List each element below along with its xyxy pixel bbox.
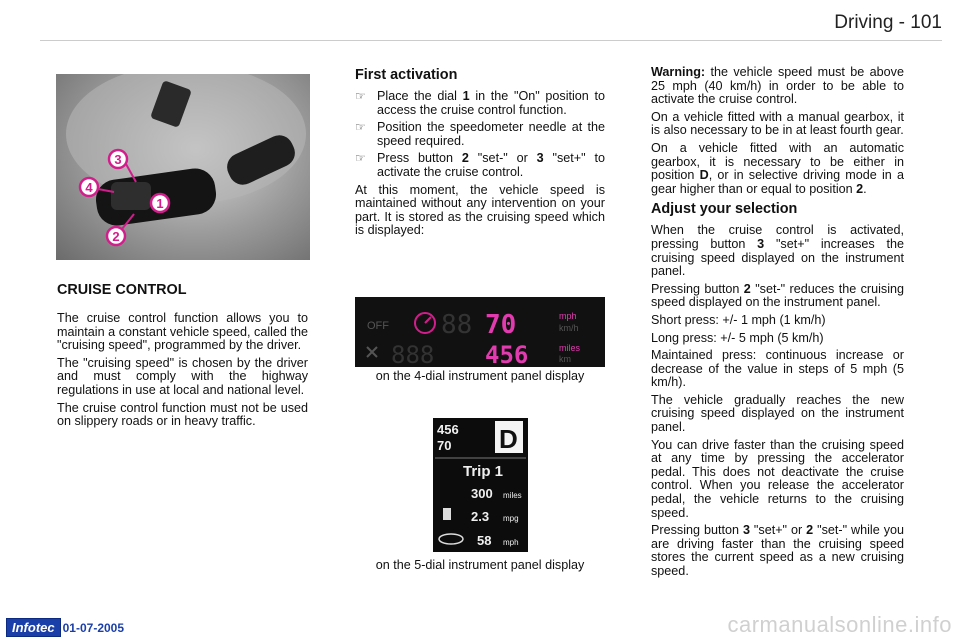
consumption-value: 2.3 <box>471 509 490 524</box>
range-value: 300 <box>471 486 493 501</box>
four-dial-display <box>355 297 605 367</box>
list-item <box>355 121 605 148</box>
paragraph: When the cruise control is activated, pressing button 3 "set+" increases the cruising speed displayed on the instrument panel. <box>651 223 905 279</box>
unit-label: miles <box>559 343 581 353</box>
paragraph: Maintained press: continuous increase or decrease of the value in steps of 5 mph (5 km/h). <box>651 348 904 390</box>
column-2 <box>355 66 605 242</box>
caption-4-dial: on the 4-dial instrument panel display <box>375 369 585 383</box>
five-dial-display <box>433 418 528 552</box>
column-1 <box>57 312 308 433</box>
header-rule <box>40 40 942 41</box>
paragraph: Pressing button 3 "set+" or 2 "set-" while you are driving faster than the cruising speed stores the current speed as a new cruising speed. <box>651 523 905 578</box>
unit-label: km/h <box>559 323 579 333</box>
footer <box>6 618 124 637</box>
svg-text:88: 88 <box>441 310 473 340</box>
paragraph: The cruise control function allows you to maintain a constant vehicle speed, called the "cruising speed", programmed by the driver. <box>57 311 308 353</box>
callout-1-label: 1 <box>156 196 164 211</box>
callout-2-label: 2 <box>112 229 120 244</box>
column-3 <box>651 66 904 583</box>
list-item <box>355 152 605 179</box>
cruise-control-title: CRUISE CONTROL <box>57 282 187 298</box>
adjust-selection-title: Adjust your selection <box>651 201 798 218</box>
speed-value: 58 <box>477 533 492 548</box>
pointing-hand-icon: ☞ <box>355 89 366 103</box>
paragraph: You can drive faster than the cruising speed at any time by pressing the accelerator pedal. This does not deactivate the cruise control. When you release the accelerator pedal, the vehicle returns to the cruising speed. <box>651 437 904 520</box>
svg-text:888: 888 <box>391 341 435 367</box>
footer-date: 01-07-2005 <box>62 620 125 635</box>
display-value: 456 <box>437 422 459 437</box>
odometer-readout: 456 <box>485 341 529 367</box>
paragraph: The cruise control function must not be used on slippery roads or in heavy traffic. <box>57 400 308 429</box>
consumption-unit: mpg <box>503 514 519 523</box>
paragraph: On a vehicle fitted with a manual gearbox, it is also necessary to be in at least fourth gear. <box>651 109 904 138</box>
callout-3-label: 3 <box>114 152 122 167</box>
paragraph: The vehicle gradually reaches the new cruising speed displayed on the instrument panel. <box>651 392 904 435</box>
infotec-logo: Infotec <box>6 618 61 637</box>
car-icon <box>439 534 463 544</box>
cruise-speed-readout: 70 <box>485 310 517 340</box>
bullet-text: Position the speedometer needle at the speed required. <box>377 120 605 148</box>
trip-label: Trip 1 <box>463 463 504 480</box>
cruise-stalk-photo <box>56 74 310 260</box>
bullet-text: Press button 2 "set-" or 3 "set+" to activate the cruise control. <box>377 151 605 179</box>
page-header: Driving - 101 <box>834 12 942 33</box>
display-off-label: OFF <box>367 320 389 332</box>
wrench-icon <box>367 347 377 357</box>
list-item <box>355 90 605 117</box>
display-value: 70 <box>437 438 452 453</box>
bullet-text: Place the dial 1 in the "On" position to access the cruise control function. <box>377 89 605 117</box>
paragraph: Long press: +/- 5 mph (5 km/h) <box>651 330 824 345</box>
first-activation-title: First activation <box>355 67 458 83</box>
paragraph: At this moment, the vehicle speed is maintained without any intervention on your part. It is stored as the cruising speed which is displayed: <box>355 182 605 238</box>
paragraph: On a vehicle fitted with an automatic gearbox, it is necessary to be either in position D, or in selective driving mode in a gear higher than or equal to position 2. <box>651 140 904 196</box>
gear-indicator: D <box>499 424 518 454</box>
caption-5-dial: on the 5-dial instrument panel display <box>375 558 585 572</box>
unit-label: mph <box>559 311 577 321</box>
fuel-pump-icon <box>443 508 451 520</box>
speed-unit: mph <box>503 538 519 547</box>
paragraph: The "cruising speed" is chosen by the driver and must comply with the highway regulations in use at local and national level. <box>57 355 308 397</box>
paragraph: Pressing button 2 "set-" reduces the cruising speed displayed on the instrument panel. <box>651 281 905 310</box>
warning-paragraph: Warning: the vehicle speed must be above 25 mph (40 km/h) in order to be able to activate the cruise control. <box>651 65 904 107</box>
callout-4-label: 4 <box>85 180 93 195</box>
range-unit: miles <box>503 491 522 500</box>
paragraph: Short press: +/- 1 mph (1 km/h) <box>651 312 826 327</box>
pointing-hand-icon: ☞ <box>355 120 366 135</box>
warning-label: Warning: <box>651 65 706 79</box>
unit-label: km <box>559 354 571 364</box>
watermark: carmanualsonline.info <box>727 612 952 637</box>
pointing-hand-icon: ☞ <box>355 151 366 166</box>
